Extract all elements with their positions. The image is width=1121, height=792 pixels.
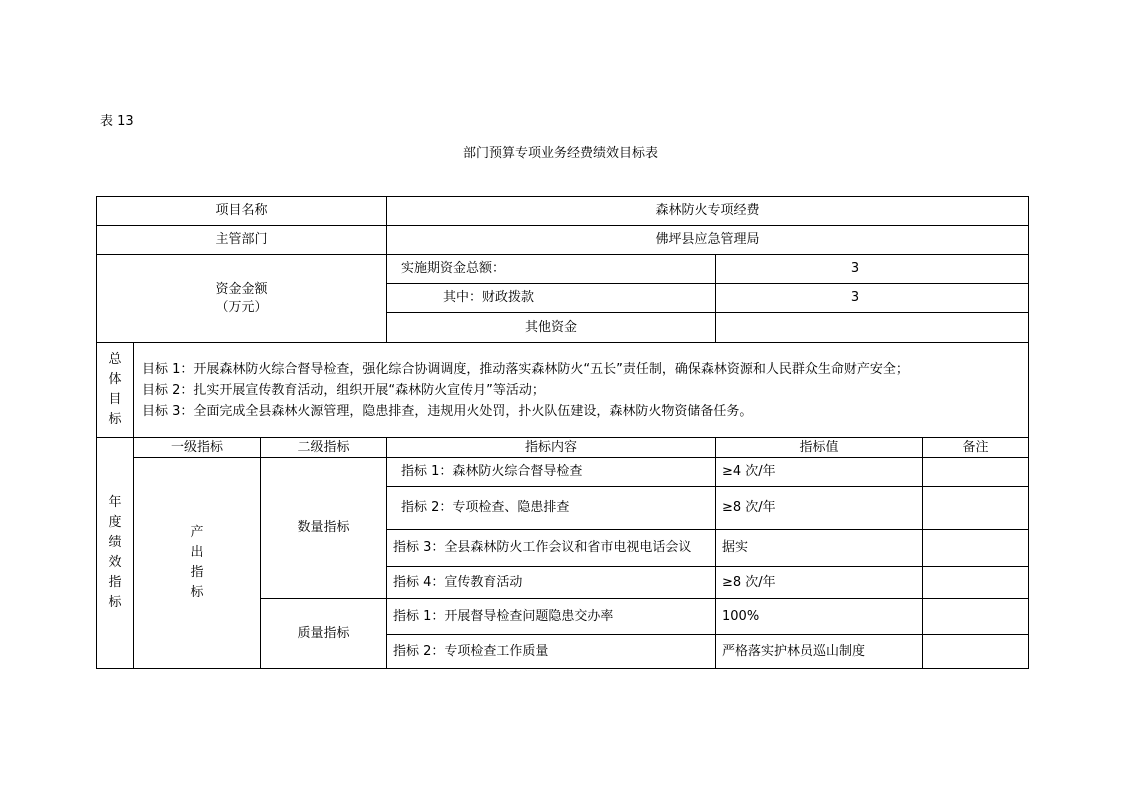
department-label: 主管部门 — [97, 226, 387, 255]
header-note: 备注 — [923, 438, 1029, 458]
indicator-value: 严格落实护林员巡山制度 — [716, 635, 923, 669]
annual-label-char: 指 — [108, 575, 122, 590]
other-funds-label: 其他资金 — [387, 313, 716, 343]
level1-char: 标 — [190, 585, 204, 600]
level1-char: 产 — [190, 525, 204, 540]
indicator-content: 指标 1：开展督导检查问题隐患交办率 — [387, 599, 716, 635]
indicator-note — [923, 487, 1029, 530]
indicator-value: ≥8 次/年 — [716, 487, 923, 530]
annual-label-char: 度 — [108, 515, 122, 530]
indicator-content: 指标 1：森林防火综合督导检查 — [387, 458, 716, 487]
indicator-note — [923, 635, 1029, 669]
total-funds-label: 实施期资金总额： — [387, 255, 716, 284]
indicator-content: 指标 2：专项检查工作质量 — [387, 635, 716, 669]
annual-label-char: 绩 — [108, 535, 122, 550]
annual-label-char: 标 — [108, 595, 122, 610]
department-value: 佛坪县应急管理局 — [387, 226, 1029, 255]
annual-indicators-label — [97, 438, 134, 669]
overall-goals-char: 体 — [108, 372, 122, 387]
overall-goals-char: 目 — [108, 392, 122, 407]
fiscal-funds-label: 其中：财政拨款 — [387, 284, 716, 313]
indicator-note — [923, 567, 1029, 599]
table-number: 表 13 — [100, 114, 134, 129]
header-level2: 二级指标 — [261, 438, 387, 458]
project-name-value: 森林防火专项经费 — [387, 197, 1029, 226]
annual-label-char: 年 — [108, 495, 122, 510]
indicator-note — [923, 530, 1029, 567]
other-funds-value — [716, 313, 1029, 343]
annual-label-char: 效 — [108, 555, 122, 570]
level1-char: 指 — [190, 565, 204, 580]
level1-output-label — [134, 458, 261, 669]
funds-label-line2: （万元） — [215, 299, 268, 315]
goal-item: 目标 1：开展森林防火综合督导检查，强化综合协调调度，推动落实森林防火“五长”责任制，确保森林资源和人民群众生命财产安全； — [142, 361, 909, 377]
funds-label-line1: 资金金额 — [215, 281, 268, 297]
funds-label — [97, 255, 387, 343]
goal-item: 目标 2：扎实开展宣传教育活动，组织开展“森林防火宣传月”等活动； — [142, 382, 545, 398]
goal-item: 目标 3：全面完成全县森林火源管理，隐患排查，违规用火处罚，扑火队伍建设，森林防火物资储备任务。 — [142, 403, 753, 419]
indicator-content: 指标 4：宣传教育活动 — [387, 567, 716, 599]
header-level1: 一级指标 — [134, 438, 261, 458]
overall-goals-label — [97, 343, 134, 438]
overall-goals-char: 总 — [108, 352, 122, 367]
header-value: 指标值 — [716, 438, 923, 458]
overall-goals-char: 标 — [108, 412, 122, 427]
indicator-value: ≥8 次/年 — [716, 567, 923, 599]
fiscal-funds-value: 3 — [716, 284, 1029, 313]
performance-target-table — [96, 196, 1029, 669]
document-title: 部门预算专项业务经费绩效目标表 — [462, 146, 658, 161]
indicator-value: 据实 — [716, 530, 923, 567]
indicator-value: 100% — [716, 599, 923, 635]
quality-indicators-label: 质量指标 — [261, 599, 387, 669]
level1-char: 出 — [190, 545, 204, 560]
quantity-indicators-label: 数量指标 — [261, 458, 387, 599]
indicator-value: ≥4 次/年 — [716, 458, 923, 487]
indicator-note — [923, 599, 1029, 635]
overall-goals-text — [134, 343, 1029, 438]
indicator-note — [923, 458, 1029, 487]
header-content: 指标内容 — [387, 438, 716, 458]
indicator-content: 指标 3：全县森林防火工作会议和省市电视电话会议 — [387, 530, 716, 567]
total-funds-value: 3 — [716, 255, 1029, 284]
project-name-label: 项目名称 — [97, 197, 387, 226]
indicator-content: 指标 2：专项检查、隐患排查 — [387, 487, 716, 530]
